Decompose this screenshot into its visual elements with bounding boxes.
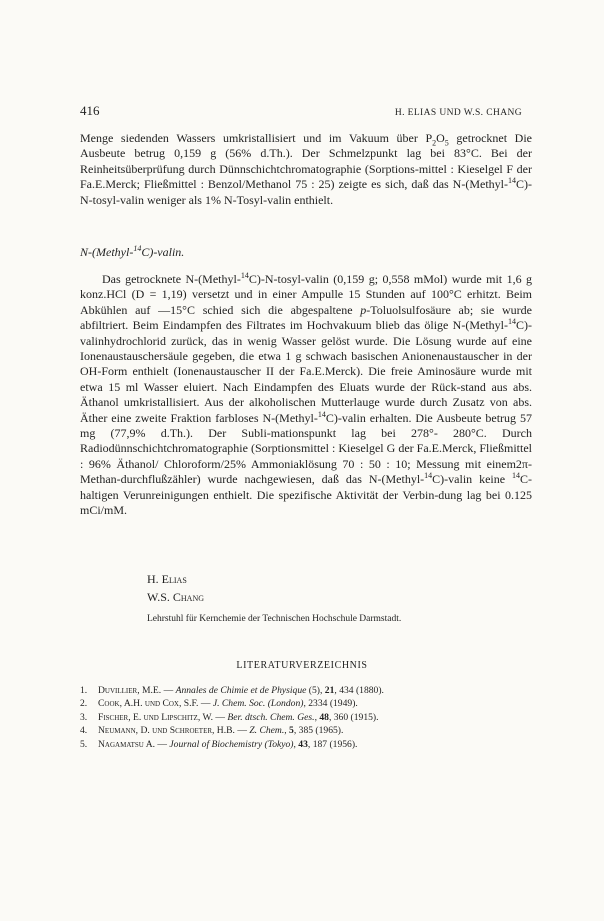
author-signature-2: W.S. Chang	[147, 590, 205, 604]
reference-item: 1. Duvillier, M.E. — Annales de Chimie et de Physique (5), 21, 434 (1880).	[80, 685, 384, 696]
reference-item: 3. Fischer, E. und Lipschitz, W. — Ber. dtsch. Chem. Ges., 48, 360 (1915).	[80, 711, 379, 723]
reference-item: 5. Nagamatsu A. — Journal of Biochemistry (Tokyo), 43, 187 (1956).	[80, 738, 358, 750]
author-signature-1: H. Elias	[147, 572, 187, 586]
paragraph-2: Das getrocknete N-(Methyl-$^{14}$C)-N-tosyl-valin (0,159 g; 0,558 mMol) wurde mit 1,6 g konz.HCl (D = 1,19) versetzt und in einer Ampulle 15 Stunden auf 100°C erhitzt. Beim Abkühlen auf —15°C schied sich die abgespaltene p-Toluolsulfosäure ab; sie wurde abfiltriert. Beim Eindampfen des Filtrates im Hochvakuum blieb das ölige N-(Methyl-$^{14}$C)-valinhydrochlorid zurück, das in wenig Wasser gelöst wurde. Die Lösung wurde auf eine Ionenaustauschersäule gegeben, die etwa 1 g schwach basischen Anionenaustauscher in der OH-Form enthielt (Ionenaustauscher II der Fa.E.Merck). Die freie Aminosäure wurde mit etwa 15 ml Wasser eluiert. Nach Eindampfen des Eluats wurde der Rück-stand aus abs. Äthanol umkristallisiert. Aus der alkoholischen Mutterlauge wurde durch Zusatz von abs. Äther eine zweite Fraktion farbloses N-(Methyl-$^{14}$C)-valin erhalten. Die Ausbeute betrug 57 mg (77,9% d.Th.). Der Subli-mationspunkt lag bei 278°- 280°C. Durch Radiodünnschichtchromatographie (Sorptionsmittel : Kieselgel G der Fa.E.Merck, Fließmittel : 96% Äthanol/ Chloroform/25% Ammoniaklösung 70 : 50 : 10; Messung mit einem2π-Methan-durchflußzähler) wurde nachgewiesen, daß das N-(Methyl-$^{14}$C)-valin keine $^{14}$C-haltigen Verunreinigungen enthielt. Die spezifische Aktivität der Verbin-dung lag bei 0.125 mCi/mM.	[80, 271, 533, 518]
reference-list	[80, 684, 540, 751]
affiliation: Lehrstuhl für Kernchemie der Technischen Hochschule Darmstadt.	[147, 614, 402, 624]
section-heading: N-(Methyl-$^{14}$C)-valin.	[80, 244, 185, 259]
running-head: H. ELIAS UND W.S. CHANG	[394, 108, 522, 118]
page-number: 416	[80, 103, 100, 118]
page-header	[80, 103, 522, 119]
paragraph-1: Menge siedenden Wassers umkristallisiert und im Vakuum über $P_2O_5$ getrocknet Die Ausbeute betrug 0,159 g (56% d.Th.). Der Schmelzpunkt lag bei 83°C. Bei der Reinheitsüberprüfung durch Dünnschichtchromatographie (Sorptions-mittel : Kieselgel F der Fa.E.Merck; Fließmittel : Benzol/Methanol 75 : 25) zeigte es sich, daß das N-(Methyl-$^{14}$C)-N-tosyl-valin weniger als 1% N-Tosyl-valin enthielt.	[80, 131, 532, 207]
reference-item: 4. Neumann, D. und Schroeter, H.B. — Z. Chem., 5, 385 (1965).	[80, 725, 344, 737]
reference-item: 2. Cook, A.H. und Cox, S.F. — J. Chem. Soc. (London), 2334 (1949).	[80, 698, 358, 710]
references-title: LITERATURVERZEICHNIS	[236, 660, 368, 671]
